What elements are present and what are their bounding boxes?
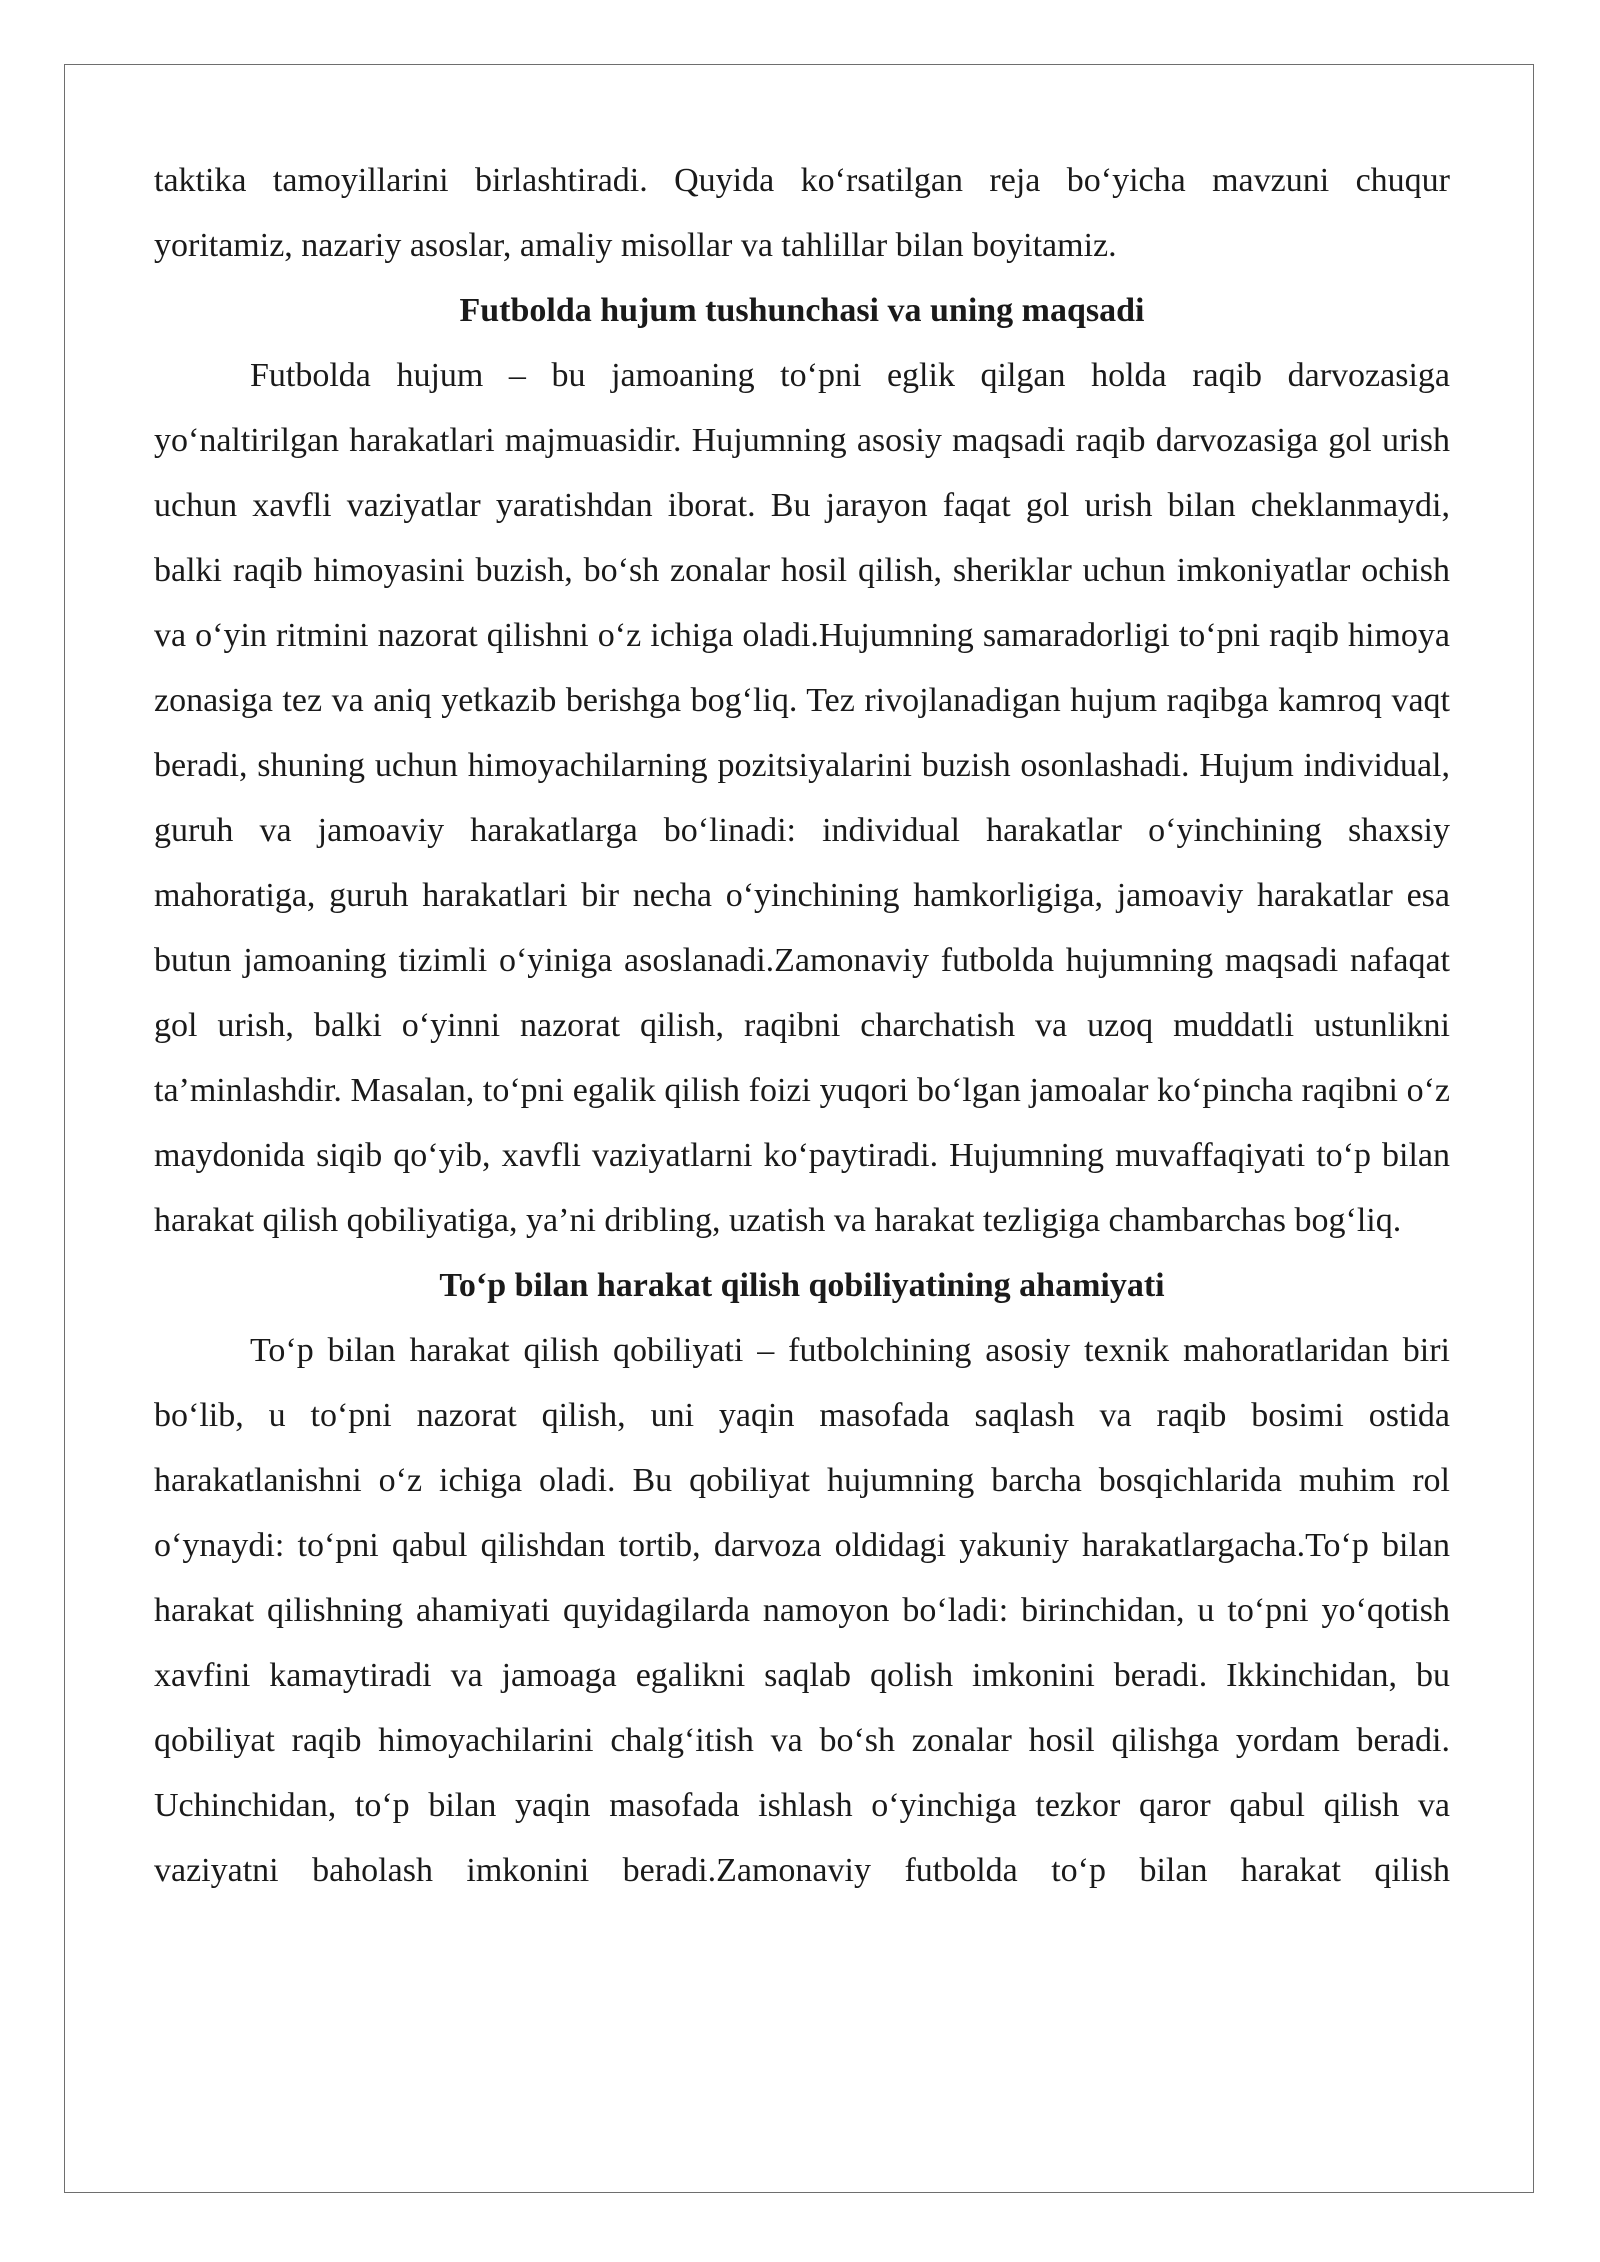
attack-paragraph: Futbolda hujum – bu jamoaning to‘pni eglik qilgan holda raqib darvozasiga yo‘naltirilgan harakatlari majmuasidir. Hujumning asosiy maqsadi raqib darvozasiga gol urish uchun xavfli vaziyatlar yaratishdan iborat. Bu jarayon faqat gol urish bilan cheklanmaydi, balki raqib himoyasini buzish, bo‘sh zonalar hosil qilish, sheriklar uchun imkoniyatlar ochish va o‘yin ritmini nazorat qilishni o‘z ichiga oladi.Hujumning samaradorligi to‘pni raqib himoya zonasiga tez va aniq yetkazib berishga bog‘liq. Tez rivojlanadigan hujum raqibga kamroq vaqt beradi, shuning uchun himoyachilarning pozitsiyalarini buzish osonlashadi. Hujum individual, guruh va jamoaviy harakatlarga bo‘linadi: individual harakatlar o‘yinchining shaxsiy mahoratiga, guruh harakatlari bir necha o‘yinchining hamkorligiga, jamoaviy harakatlar esa butun jamoaning tizimli o‘yiniga asoslanadi.Zamonaviy futbolda hujumning maqsadi nafaqat gol urish, balki o‘yinni nazorat qilish, raqibni charchatish va uzoq muddatli ustunlikni ta’minlashdir. Masalan, to‘pni egalik qilish foizi yuqori bo‘lgan jamoalar ko‘pincha raqibni o‘z maydonida siqib qo‘yib, xavfli vaziyatlarni ko‘paytiradi. Hujumning muvaffaqiyati to‘p bilan harakat qilish qobiliyatiga, ya’ni dribling, uzatish va harakat tezligiga chambarchas bog‘liq. [154,357,1450,1239]
intro-paragraph: taktika tamoyillarini birlashtiradi. Quyida ko‘rsatilgan reja bo‘yicha mavzuni chuqur yoritamiz, nazariy asoslar, amaliy misollar va tahlillar bilan boyitamiz. [154,162,1450,264]
section-heading-ball-control: To‘p bilan harakat qilish qobiliyatining ahamiyati [439,1267,1165,1304]
section-heading-attack: Futbolda hujum tushunchasi va uning maqsadi [459,292,1145,329]
document-body [154,148,1450,1903]
ball-control-paragraph: To‘p bilan harakat qilish qobiliyati – futbolchining asosiy texnik mahoratlaridan biri bo‘lib, u to‘pni nazorat qilish, uni yaqin masofada saqlash va raqib bosimi ostida harakatlanishni o‘z ichiga oladi. Bu qobiliyat hujumning barcha bosqichlarida muhim rol o‘ynaydi: to‘pni qabul qilishdan tortib, darvoza oldidagi yakuniy harakatlargacha.To‘p bilan harakat qilishning ahamiyati quyidagilarda namoyon bo‘ladi: birinchidan, u to‘pni yo‘qotish xavfini kamaytiradi va jamoaga egalikni saqlab qolish imkonini beradi. Ikkinchidan, bu qobiliyat raqib himoyachilarini chalg‘itish va bo‘sh zonalar hosil qilishga yordam beradi. Uchinchidan, to‘p bilan yaqin masofada ishlash o‘yinchiga tezkor qaror qabul qilish va vaziyatni baholash imkonini beradi.Zamonaviy futbolda to‘p bilan harakat qilish [154,1332,1450,1889]
